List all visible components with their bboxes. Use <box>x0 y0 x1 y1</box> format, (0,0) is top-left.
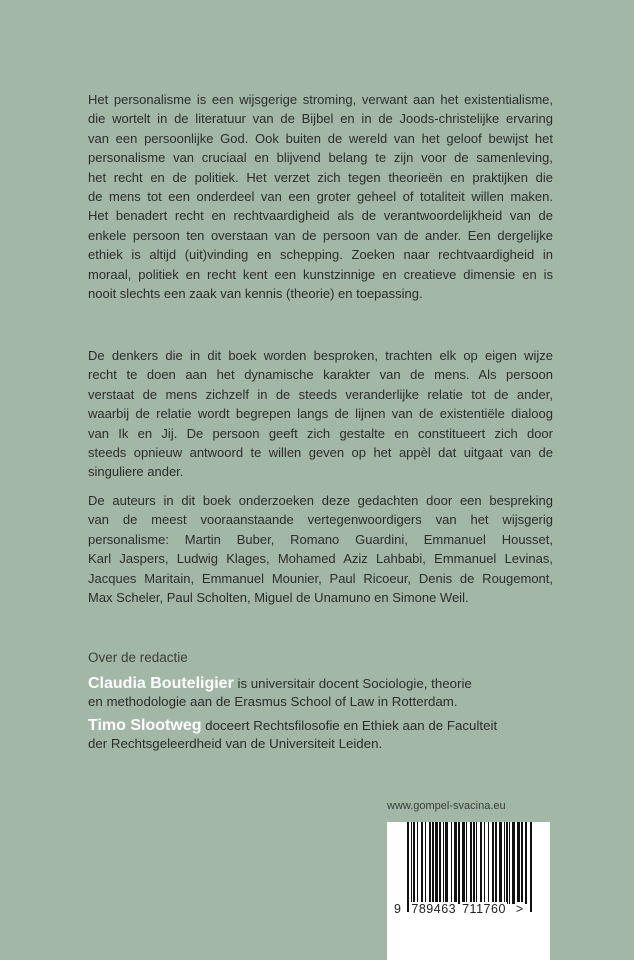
barcode-bar <box>521 822 523 904</box>
barcode-bar <box>421 822 423 904</box>
editors-heading: Over de redactie <box>88 650 188 665</box>
text-line: De denkers die in dit boek worden besproken, trachten elk op eigen wijze <box>88 348 553 363</box>
barcode-bar <box>425 822 426 904</box>
barcode-bar <box>506 822 508 904</box>
bio-text: der Rechtsgeleerdheid van de Universiteit Leiden. <box>88 736 383 751</box>
text-line: enkele persoon ten overstaan van de persoon van de ander. Een dergelijke <box>88 227 553 243</box>
barcode-bar <box>417 822 418 904</box>
authors-paragraph <box>88 491 553 607</box>
isbn-arrow: > <box>515 902 524 916</box>
isbn-first-digit: 9 <box>394 902 402 916</box>
barcode-bar <box>509 822 510 904</box>
text-line: Jacques Maritain, Emmanuel Mounier, Paul Ricoeur, Denis de Rougemont, <box>88 570 553 586</box>
text-line: Karl Jaspers, Ludwig Klages, Mohamed Aziz Lahbabi, Emmanuel Levinas, <box>88 551 553 567</box>
intro-paragraph <box>88 90 553 303</box>
barcode-bar <box>488 822 489 904</box>
barcode-bar <box>435 822 438 904</box>
barcode-bar <box>512 822 515 904</box>
barcode-bar <box>495 822 497 904</box>
barcode-bar <box>454 822 457 904</box>
bio-text: en methodologie aan de Erasmus School of Law in Rotterdam. <box>88 694 458 709</box>
bio-text: doceert Rechtsfilosofie en Ethiek aan de Faculteit <box>201 718 498 733</box>
text-line: De auteurs in dit boek onderzoeken deze gedachten door een bespreking <box>88 493 553 508</box>
text-line: singuliere ander. <box>88 464 184 480</box>
barcode-bar <box>517 822 520 904</box>
barcode-bar <box>432 822 434 904</box>
barcode-bar <box>484 822 485 904</box>
text-line: personalisme: Martin Buber, Romano Guardini, Emmanuel Housset, <box>88 531 553 547</box>
text-line: van de meest vooraanstaande vertegenwoordigers van het wijsgerig <box>88 512 553 528</box>
barcode-bar <box>480 822 482 904</box>
text-line: van Ik en Jij. De persoon geeft zich gestalte en constitueert zich door <box>88 425 553 441</box>
barcode-bar <box>443 822 444 904</box>
text-line: waarbij de relatie wordt begrepen langs de lijnen van de existentiële dialoog <box>88 406 553 422</box>
text-line: van een persoonlijke God. Ook buiten de wereld van het geloof bewijst het <box>88 130 553 146</box>
barcode-bar <box>470 822 472 912</box>
thinkers-paragraph <box>88 346 553 482</box>
barcode-bar <box>445 822 448 904</box>
text-line: ethiek is altijd (uit)vinding en schepping. Zoeken naar rechtvaardigheid in <box>88 247 553 263</box>
barcode-bar <box>466 822 467 904</box>
text-line: het recht en de politiek. Het verzet zich tegen theorieën en praktijken die <box>88 169 553 185</box>
text-line: nooit slechts een zaak van kennis (theorie) en toepassing. <box>88 286 423 302</box>
bio-text: is universitair docent Sociologie, theorie <box>233 676 472 691</box>
editor-name: Claudia Bouteligier <box>88 675 234 692</box>
barcode-bar <box>462 822 465 904</box>
barcode-bar <box>499 822 502 904</box>
barcode-bars <box>407 822 533 912</box>
text-line: verstaat de mens zichzelf in de steeds veranderlijke relatie tot de ander, <box>88 386 553 402</box>
text-line: personalisme van cruciaal en blijvend belang te zijn voor de samenleving, <box>88 150 553 166</box>
editor-bio <box>88 717 558 753</box>
text-line: steeds opnieuw antwoord te willen geven op het appèl dat uitgaat van de <box>88 445 553 461</box>
isbn-digits <box>393 902 525 916</box>
barcode-bar <box>492 822 494 904</box>
barcode-bar <box>411 822 412 904</box>
barcode-bar <box>530 822 532 912</box>
text-line: Max Scheler, Paul Scholten, Miguel de Unamuno en Simone Weil. <box>88 590 469 606</box>
barcode-bar <box>476 822 477 904</box>
publisher-url: www.gompel-svacina.eu <box>387 800 506 812</box>
isbn-group-2: 711760 <box>462 902 506 916</box>
barcode-bar <box>525 822 527 904</box>
barcode-bar <box>439 822 441 904</box>
barcode-bar <box>413 822 415 904</box>
barcode-bar <box>429 822 431 904</box>
barcode-bar <box>458 822 460 904</box>
barcode-bar <box>473 822 475 904</box>
editor-bio <box>88 675 558 711</box>
barcode-bar <box>504 822 505 904</box>
barcode-bar <box>451 822 452 904</box>
text-line: die wortelt in de literatuur van de Bijbel en in de Joods-christelijke ervaring <box>88 111 553 127</box>
isbn-group-1: 789463 <box>411 902 457 916</box>
isbn-barcode <box>387 822 550 960</box>
editor-name: Timo Slootweg <box>88 717 202 734</box>
text-line: de mens tot een onderdeel van een groter geheel of totaliteit willen maken. <box>88 189 553 205</box>
barcode-bar <box>407 822 409 912</box>
text-line: moraal, politiek en recht kent een kunstzinnige en creatieve dimensie en is <box>88 266 553 282</box>
text-line: recht te doen aan het dynamische karakter van de mens. Als persoon <box>88 367 553 383</box>
text-line: Het benadert recht en rechtvaardigheid als de verantwoordelijkheid van de <box>88 208 553 224</box>
text-line: Het personalisme is een wijsgerige stroming, verwant aan het existentialisme, <box>88 92 553 107</box>
